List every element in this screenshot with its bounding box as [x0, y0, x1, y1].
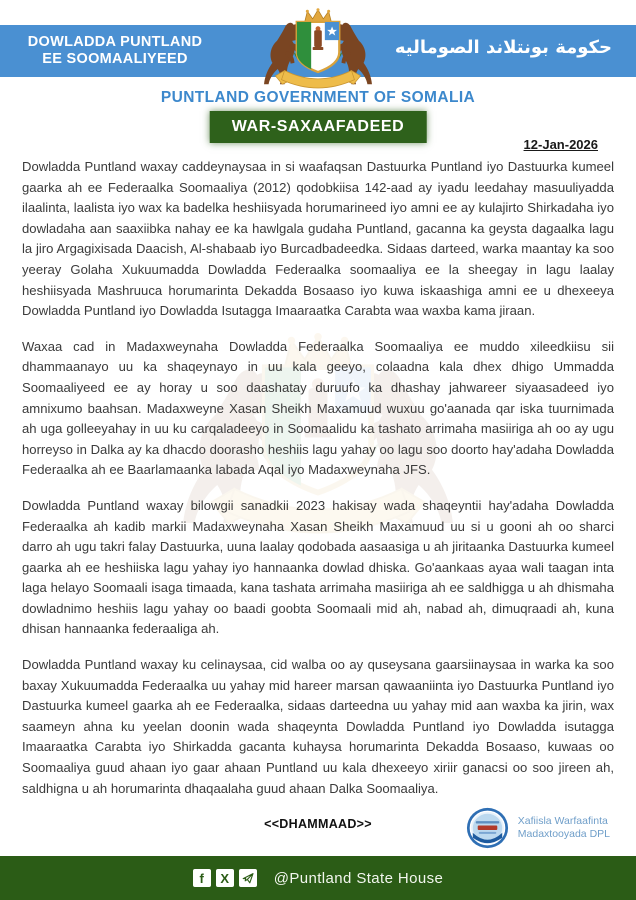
x-icon[interactable] — [216, 869, 234, 887]
paragraphs-container — [22, 157, 614, 799]
end-marker: <<DHAMMAAD>> — [264, 817, 372, 832]
presidency-seal-icon — [464, 806, 511, 850]
paragraph: Waxaa cad in Madaxweynaha Dowladda Federaalka Soomaaliya ee muddo xileedkiisu sii dhammaanayo uu ka shaqeynayo in uu kala geeyo, colaadna kala dhex dhigo Ummadda Soomaaliyeed ee ay horay u soo daashatay duruufo ka dhashay jahwareer siyaasadeed iyo amnixumo baahsan. Madaxweyne Xasan Sheikh Maxamuud wuxuu go'aanada qar iska tuurnimada ah uga golleeyahay in uu ku carqaladeeyo in Soomaalidu ka tashato arrimaha masiiriga ah oo ay ugu horreyso in Dalka ay ka dhacdo doorasho heshiis lagu yahay oo lagu soo doorto hay'adaha Dowladda Federaalka ah ee Baarlamaanka labada Aqal iyo Madaxweynaha JFS. — [22, 338, 614, 478]
stamp-line1: Xafiisla Warfaafinta — [517, 815, 608, 827]
org-name-somali — [15, 34, 215, 68]
stamp-line2: Madaxtooyada DPL — [517, 828, 610, 840]
telegram-icon[interactable] — [239, 869, 257, 887]
press-office-stamp — [464, 806, 610, 850]
org-name-line1: DOWLADDA PUNTLAND — [27, 34, 203, 50]
puntland-coat-of-arms-icon — [242, 7, 394, 93]
press-body — [22, 157, 614, 835]
org-name-arabic: حكومة بونتلاند الصوماليه — [394, 37, 612, 58]
paragraph: Dowladda Puntland waxay bilowgii sanadkii 2023 hakisay wada shaqeyntii hay'adaha Dowladda Federaalka ah kadib markii Madaxweynaha Xasan Sheikh Maxamuud uu si u gooni ah oo sharci darro ah ugu takri falay Dastuurka, uuna laalay qodobada aasaasiga u ah jiritaanka Dastuurka kumeel gaarka ah ee heshiiska lagu yahay iyo hannaanka dowlad dhiska. Go'aankaas ayaa wali taagan inta laga helayo Soomaali isaga timaada, kana tashata arrimaha masiiriga ah ee saldhigga u ah dhismaha dowladnimo heshiis lagu yahay oo baadi goobta Soomaali mid ah, nabad ah, dimuqraadi ah, kuna dhisan hannaanka federaaliga ah. — [22, 497, 614, 637]
press-release-banner: WAR-SAXAAFADEED — [210, 111, 427, 143]
social-handle: @Puntland State House — [273, 869, 444, 887]
footer-bar — [0, 856, 636, 900]
org-name-line2: EE SOOMAALIYEED — [42, 51, 188, 67]
facebook-glyph: f — [199, 870, 204, 886]
date: 12-Jan-2026 — [523, 137, 598, 152]
paragraph: Dowladda Puntland waxay caddeynaysaa in si waafaqsan Dastuurka Puntland iyo Dastuurka kumeel gaarka ah ee Federaalka Soomaaliya (2012) qodobkiisa 142-aad ay iyadu leedahay masuuliyadda ilaalinta, laalista iyo wax ka badelka heshiisyada horumarineed iyo amni ee ay kulajirto Shirkadaha iyo dowladaha aan saaxiibka nahay ee ka hawlgala gudaha Puntland, gacanna ka geysta dagaalka lagu la jiro Argagixisada Daacish, Al-shabaab iyo Burcadbadeedka. Sidaas darteed, warka maantay ka soo yeeray Golaha Xukuumadda Dowladda Federaalka soomaaliya ee la sheegay in lagu laalay heshiisyada Mashruuca horumarinta Dekadda Bosaaso iyo kuwa iskaashiga amni ee u dhexeeya Dowladda Puntland iyo Dowladda Isutagga Imaaraatka Carabta waa waxba kama jiraan. — [22, 159, 614, 319]
paper-plane-glyph — [242, 872, 254, 884]
x-glyph: X — [220, 870, 230, 886]
page-title: PUNTLAND GOVERNMENT OF SOMALIA — [160, 89, 476, 106]
stamp-text — [518, 815, 610, 841]
facebook-icon[interactable] — [193, 869, 211, 887]
paragraph: Dowladda Puntland waxay ku celinaysaa, cid walba oo ay quseysana gaarsiinaysaa in warka ka soo baxay Xukuumadda Federaalka uu yahay mid hareer marsan qawaaniinta iyo Dastuurka Puntland iyo Dastuurka kumeel gaarka ah ee Federaalka, sidaas darteedna uu yahay mid aan waxba ka jirin, wax saameyn ahna ku yeelan doonin wada shaqeynta Dowladda Puntland iyo Dowladda isutagga Imaaraatka Carabta iyo Shirkadda gacanta kuhaysa horumarinta Dekadda Bosaaso, kuwaas oo Soomaaliya guud ahaan iyo gaar ahaan Puntland uu kala dhexeeyo xiriir ganacsi oo soo jireen ah, saldhigna u ah horumarinta dhaqaalaha guud ahaan Dalka Soomaaliya. — [22, 657, 614, 796]
